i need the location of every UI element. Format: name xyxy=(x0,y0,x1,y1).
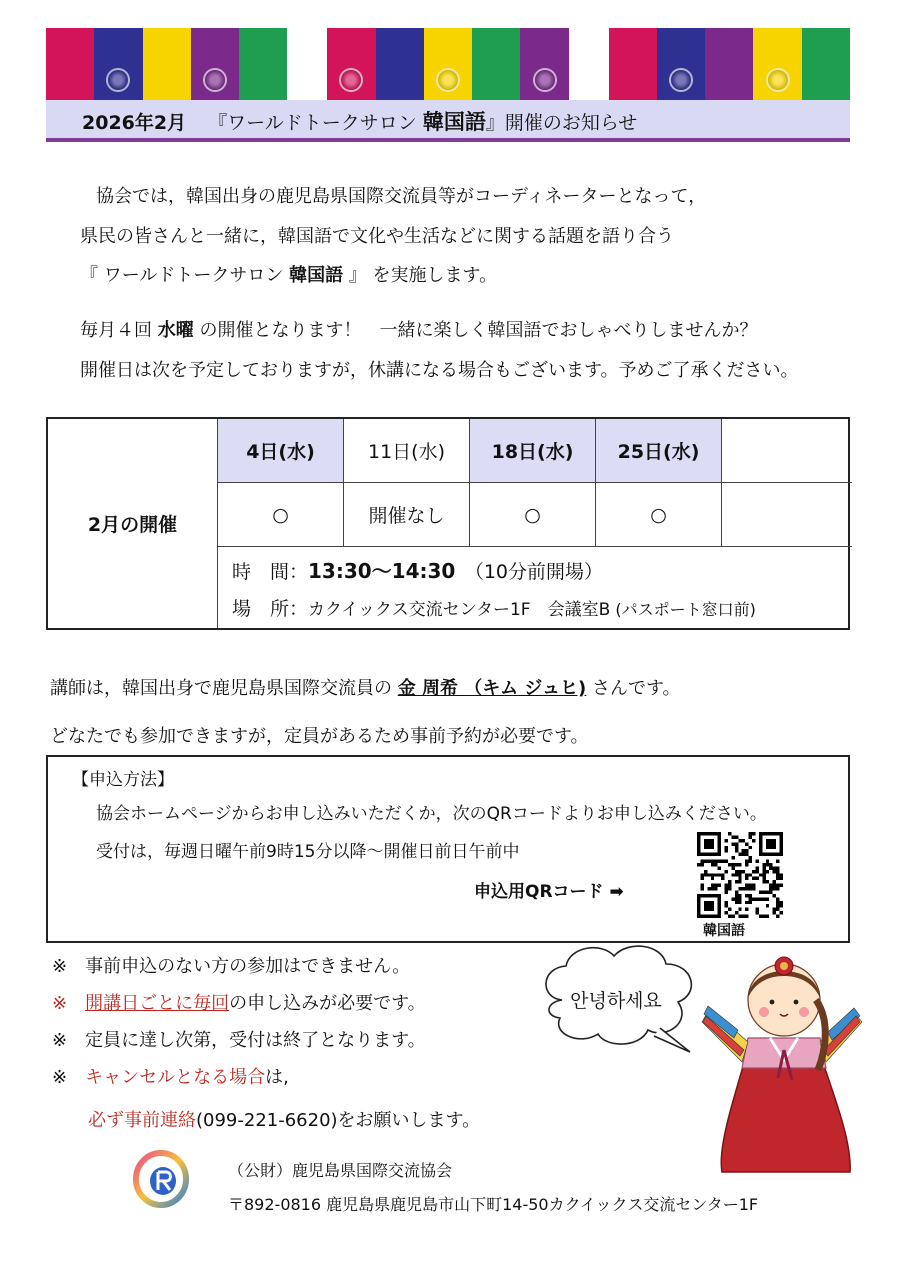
reservation-note: どなたでも参加できますが，定員があるため事前予約が必要です。 xyxy=(50,726,589,747)
teacher-name: 金 周希 （キム ジュヒ) xyxy=(397,678,587,699)
schedule-date-status: ○ xyxy=(596,483,722,547)
schedule-date-header: 4日(水) xyxy=(218,419,344,483)
note-4-rest: は, xyxy=(265,1067,289,1088)
banner-stripe xyxy=(191,28,239,100)
note-4-red: キャンセルとなる場合 xyxy=(85,1067,266,1088)
note-1-text: 事前申込のない方の参加はできません。 xyxy=(85,956,411,977)
intro-line-4-a: 毎月４回 xyxy=(80,320,158,341)
banner-medallion-icon xyxy=(106,68,130,92)
banner-medallion-icon xyxy=(436,68,460,92)
schedule-date-header: 18日(水) xyxy=(470,419,596,483)
speech-bubble xyxy=(532,940,702,1060)
intro-line-4-b: 水曜 xyxy=(157,320,194,341)
teacher-suffix: さんです。 xyxy=(586,678,681,699)
note-4 xyxy=(52,1063,289,1089)
note-mark: ※ xyxy=(52,956,68,977)
schedule-date-header xyxy=(722,419,852,483)
note-1 xyxy=(52,952,410,978)
note-5 xyxy=(88,1106,480,1132)
note-mark: ※ xyxy=(52,1067,68,1088)
schedule-date-status: ○ xyxy=(218,483,344,547)
footer-org: （公財）鹿児島県国際交流協会 xyxy=(228,1161,453,1180)
intro-line-1: 協会では，韓国出身の鹿児島県国際交流員等がコーディネーターとなって， xyxy=(96,186,707,207)
banner-stripe xyxy=(520,28,568,100)
banner-medallion-icon xyxy=(203,68,227,92)
banner-stripe xyxy=(424,28,472,100)
intro-line-4-c: の開催となります！ 一緒に楽しく韓国語でおしゃべりしませんか？ xyxy=(193,320,758,341)
intro-line-4 xyxy=(80,320,757,342)
schedule-label: 2月の開催 xyxy=(48,419,218,628)
note-mark: ※ xyxy=(52,993,68,1014)
hanbok-girl-illustration-icon xyxy=(700,950,865,1180)
banner-medallion-icon xyxy=(669,68,693,92)
teacher-line xyxy=(50,674,681,700)
place-label: 場 所： xyxy=(232,598,309,620)
place-value: カクイックス交流センター1F 会議室B xyxy=(308,600,611,620)
note-3 xyxy=(52,1026,426,1052)
banner-stripe xyxy=(376,28,424,100)
banner-stripe xyxy=(46,28,94,100)
schedule-info xyxy=(218,547,848,628)
note-5-red: 必ず事前連絡 xyxy=(88,1110,196,1131)
apply-line-1: 協会ホームページからお申し込みいただくか，次のQRコードよりお申し込みください。 xyxy=(96,804,767,824)
note-mark: ※ xyxy=(52,1030,68,1051)
schedule-date-status: ○ xyxy=(470,483,596,547)
intro-line-3-b: 韓国語 xyxy=(289,265,344,286)
banner-stripe xyxy=(802,28,850,100)
banner-stripe xyxy=(143,28,191,100)
title-quote-close: 』開催のお知らせ xyxy=(485,112,638,134)
banner-medallion-icon xyxy=(766,68,790,92)
time-value: 13:30～14:30 xyxy=(308,559,456,583)
title-underline xyxy=(46,138,850,142)
banner-stripe xyxy=(609,28,657,100)
time-line xyxy=(232,555,603,584)
banner-medallion-icon xyxy=(339,68,363,92)
note-5-rest: (099-221-6620)をお願いします。 xyxy=(196,1110,481,1131)
place-line xyxy=(232,594,756,621)
note-2-red: 開講日ごとに毎回 xyxy=(85,993,230,1014)
qr-label: 申込用QRコード ➡ xyxy=(474,882,624,902)
qr-caption: 韓国語 xyxy=(703,923,745,939)
note-2 xyxy=(52,989,426,1015)
banner-gap xyxy=(287,28,327,100)
banner-stripe xyxy=(327,28,375,100)
teacher-prefix: 講師は，韓国出身で鹿児島県国際交流員の xyxy=(50,678,398,699)
header-banner xyxy=(46,28,850,100)
intro-line-3-a: 『 ワールドトークサロン xyxy=(80,265,290,286)
apply-heading: 【申込方法】 xyxy=(72,770,174,790)
banner-gap xyxy=(569,28,609,100)
title-language: 韓国語 xyxy=(422,110,486,134)
schedule-date-header: 11日(水) xyxy=(344,419,470,483)
time-note: （10分前開場） xyxy=(455,561,604,583)
note-2-rest: の申し込みが必要です。 xyxy=(229,993,426,1014)
qr-code-icon[interactable] xyxy=(697,832,783,918)
schedule-date-status: 開催なし xyxy=(344,483,470,547)
schedule-date-status xyxy=(722,483,852,547)
banner-stripe xyxy=(472,28,520,100)
note-3-text: 定員に達し次第，受付は終了となります。 xyxy=(85,1030,426,1051)
apply-line-2: 受付は，毎週日曜午前9時15分以降～開催日前日午前中 xyxy=(96,842,520,862)
page-title xyxy=(82,106,637,136)
intro-line-5: 開催日は次を予定しておりますが，休講になる場合もございます。予めご了承ください。 xyxy=(80,360,799,381)
schedule-table xyxy=(46,417,850,630)
banner-stripe xyxy=(753,28,801,100)
place-note: (パスポート窓口前) xyxy=(610,600,756,619)
title-date: 2026年2月 xyxy=(82,112,187,134)
banner-stripe xyxy=(705,28,753,100)
banner-stripe xyxy=(239,28,287,100)
schedule-date-header: 25日(水) xyxy=(596,419,722,483)
intro-line-2: 県民の皆さんと一緒に，韓国語で文化や生活などに関する話題を語り合う xyxy=(80,226,674,247)
intro-line-3 xyxy=(80,265,497,287)
bubble-text: 안녕하세요 xyxy=(570,990,662,1012)
association-logo-icon xyxy=(132,1150,190,1208)
footer-address: 〒892-0816 鹿児島県鹿児島市山下町14-50カクイックス交流センター1F xyxy=(228,1195,759,1214)
banner-stripe xyxy=(94,28,142,100)
time-label: 時 間： xyxy=(232,561,309,583)
intro-line-3-c: 』 を実施します。 xyxy=(343,265,498,286)
title-quote-open: 『ワールドトークサロン xyxy=(208,112,423,134)
banner-stripe xyxy=(657,28,705,100)
banner-medallion-icon xyxy=(533,68,557,92)
